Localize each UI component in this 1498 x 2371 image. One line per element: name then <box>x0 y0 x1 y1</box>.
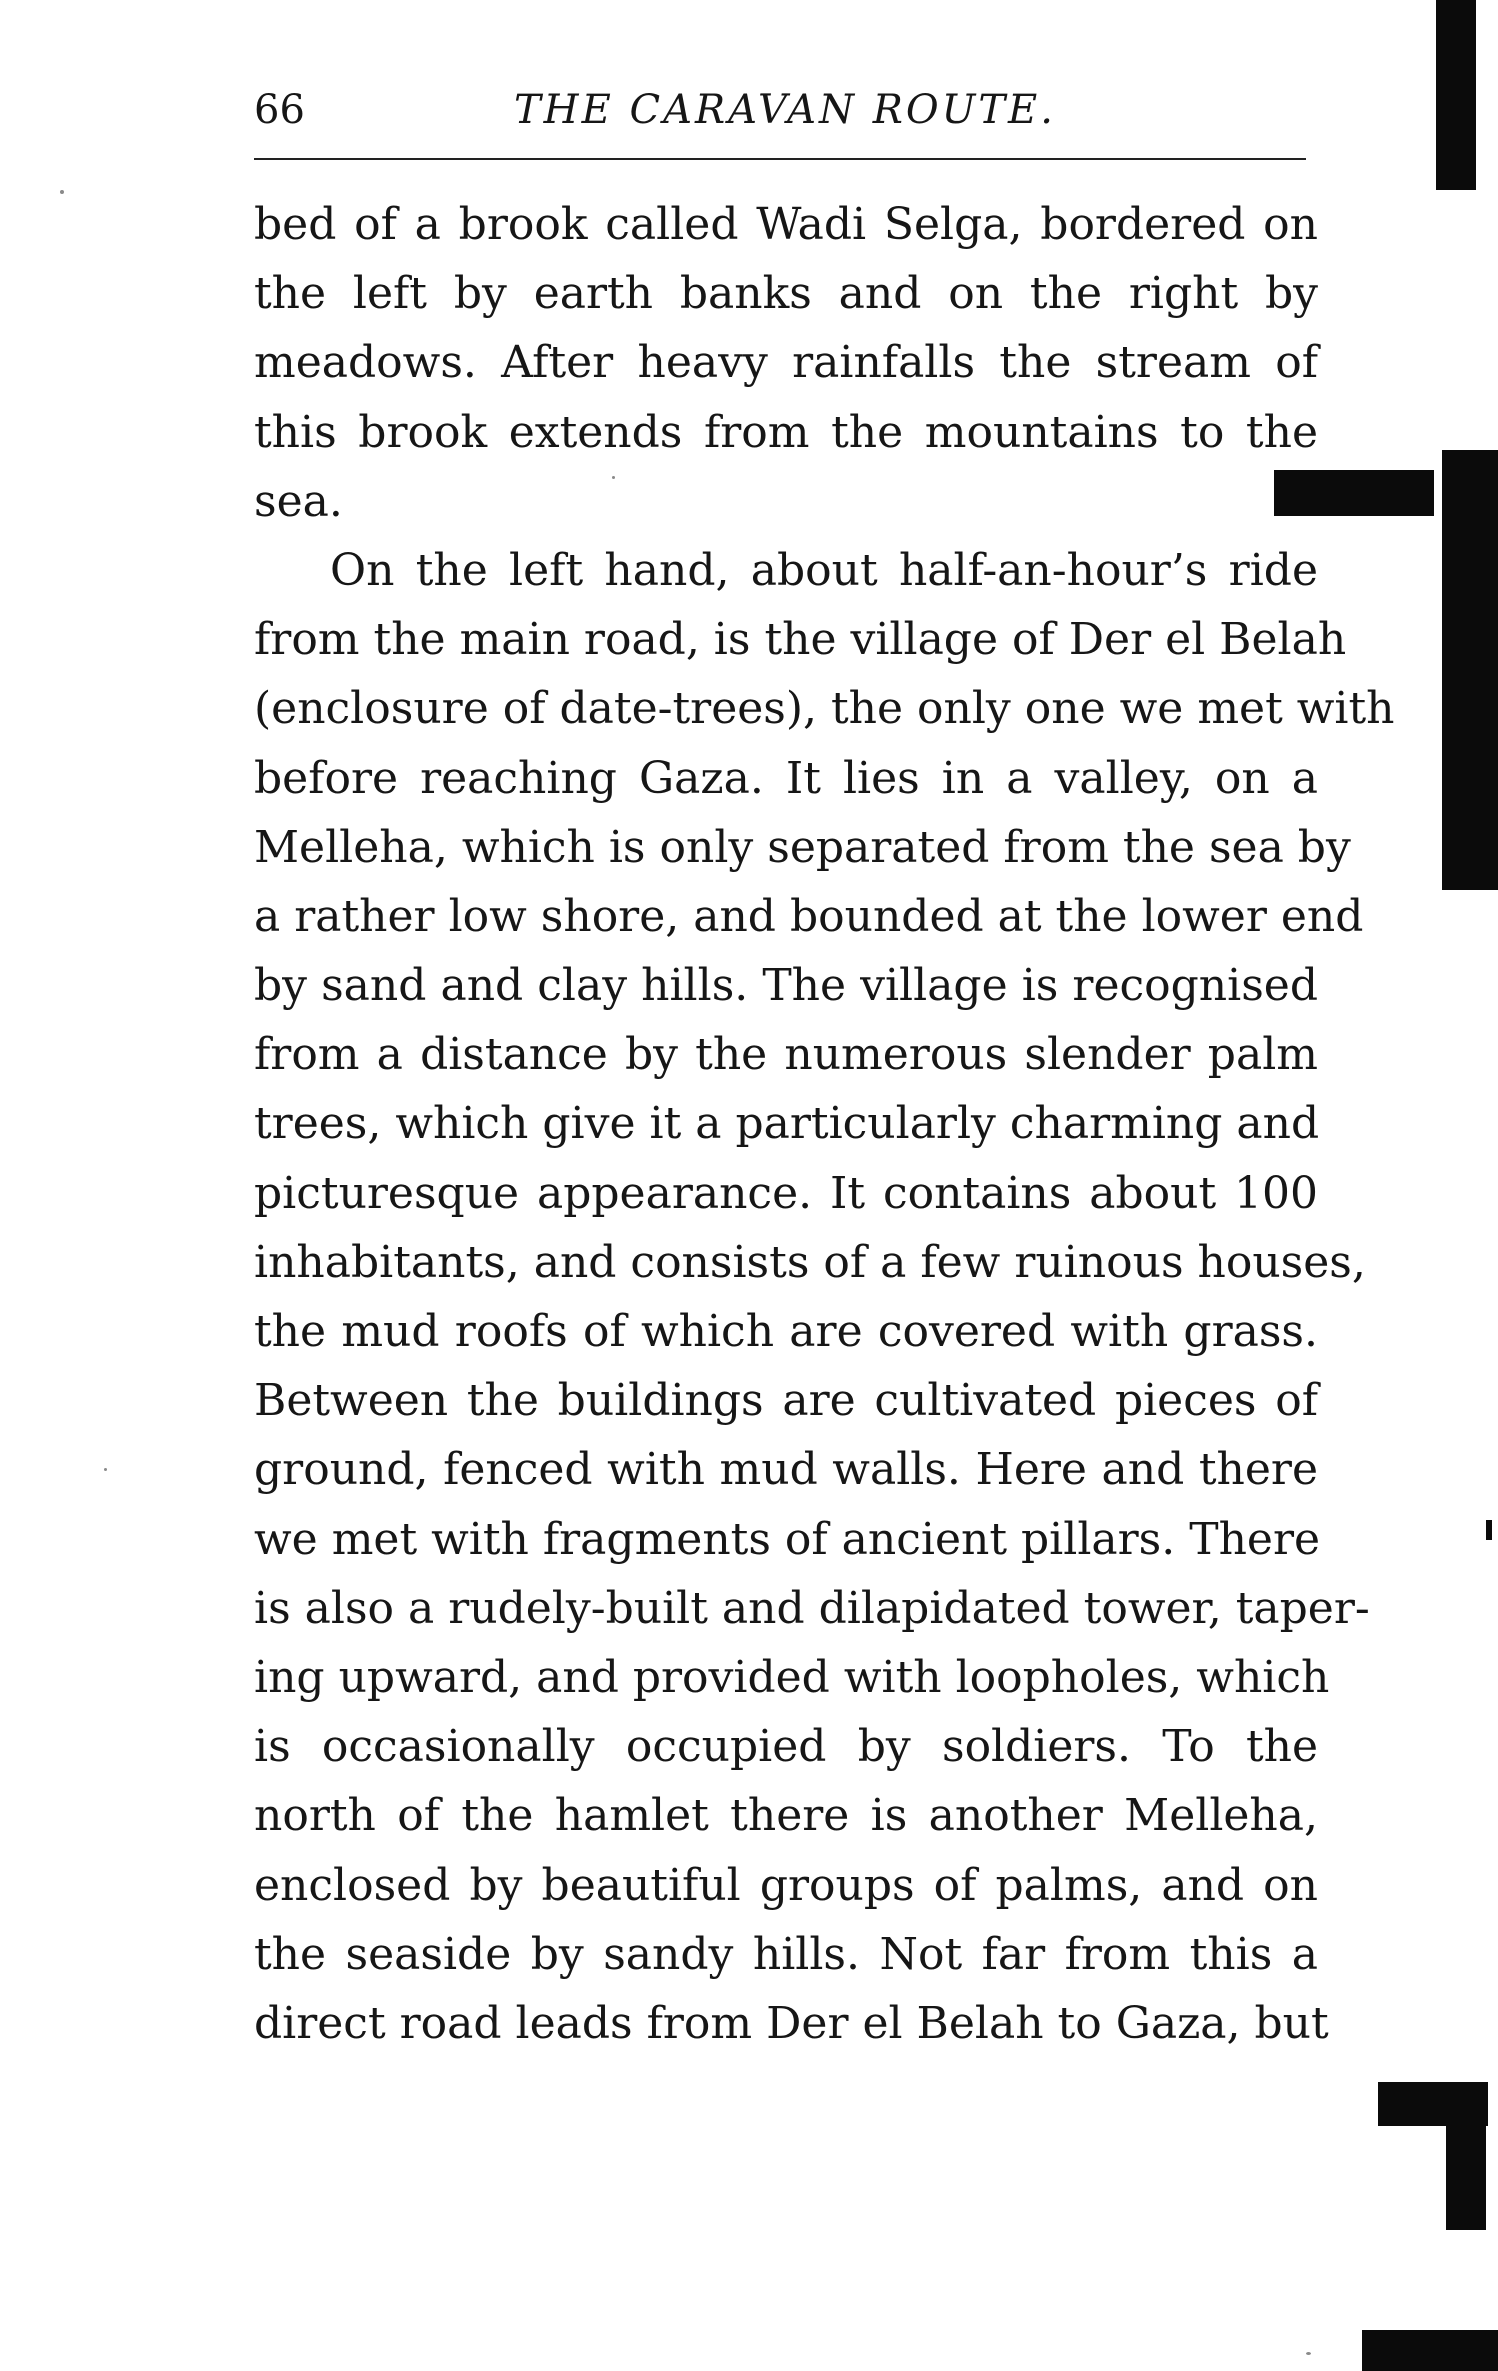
text-line: bed of a brook called Wadi Selga, bordered on <box>254 199 1318 250</box>
text-line: ground, fenced with mud walls. Here and there <box>254 1444 1318 1496</box>
scan-edge-tick <box>1486 1520 1492 1540</box>
text-line: ing upward, and provided with loopholes, which <box>254 1651 1330 1703</box>
body-text <box>254 190 1395 2058</box>
text-line: inhabitants, and consists of a few ruinous houses, <box>254 1236 1366 1288</box>
text-line: enclosed by beautiful groups of palms, and on <box>254 1859 1318 1911</box>
page-number: 66 <box>254 87 305 133</box>
text-line: Between the buildings are cultivated pieces of <box>254 1375 1318 1427</box>
text-line: from the main road, is the village of Der el Belah <box>254 614 1347 666</box>
scan-edge-bar <box>1442 450 1498 890</box>
text-line: the seaside by sandy hills. Not far from this a <box>254 1928 1318 1980</box>
scan-edge-mark-top <box>1436 0 1476 190</box>
text-line: by sand and clay hills. The village is recognised <box>254 960 1318 1012</box>
text-line: picturesque appearance. It contains about 100 <box>254 1167 1318 1219</box>
header-rule <box>254 158 1306 160</box>
text-line: we met with fragments of ancient pillars. There <box>254 1513 1321 1565</box>
text-line: before reaching Gaza. It lies in a valley, on a <box>254 752 1318 804</box>
running-title: THE CARAVAN ROUTE. <box>514 87 1056 133</box>
paper-speck <box>104 1468 107 1471</box>
text-line: (enclosure of date-trees), the only one we met with <box>254 683 1395 735</box>
text-line: sea. <box>254 475 343 527</box>
text-line: from a distance by the numerous slender palm <box>254 1029 1318 1081</box>
text-line: north of the hamlet there is another Melleha, <box>254 1790 1318 1842</box>
paper-speck <box>60 190 64 194</box>
text-line: On the left hand, about half-an-hour’s ride <box>330 544 1318 596</box>
text-line: is occasionally occupied by soldiers. To the <box>254 1721 1318 1773</box>
scan-edge-bar-lower <box>1446 2090 1486 2230</box>
text-line: the left by earth banks and on the right by <box>254 268 1318 320</box>
text-line: trees, which give it a particularly charming and <box>254 1098 1320 1150</box>
paper-speck <box>1306 2352 1311 2355</box>
paper-speck <box>612 476 615 479</box>
text-line: meadows. After heavy rainfalls the stream of <box>254 337 1318 389</box>
text-line: the mud roofs of which are covered with grass. <box>254 1306 1318 1357</box>
text-line: Melleha, which is only separated from the sea by <box>254 821 1351 873</box>
scan-edge-mark-upper <box>1274 470 1434 516</box>
page-header <box>254 84 1306 144</box>
text-line: this brook extends from the mountains to the <box>254 406 1318 458</box>
text-line: direct road leads from Der el Belah to Gaza, but <box>254 1997 1329 2049</box>
text-line: a rather low shore, and bounded at the lower end <box>254 890 1364 942</box>
text-line: is also a rudely-built and dilapidated tower, taper- <box>254 1582 1370 1634</box>
scan-edge-mark-bottom <box>1362 2330 1498 2371</box>
